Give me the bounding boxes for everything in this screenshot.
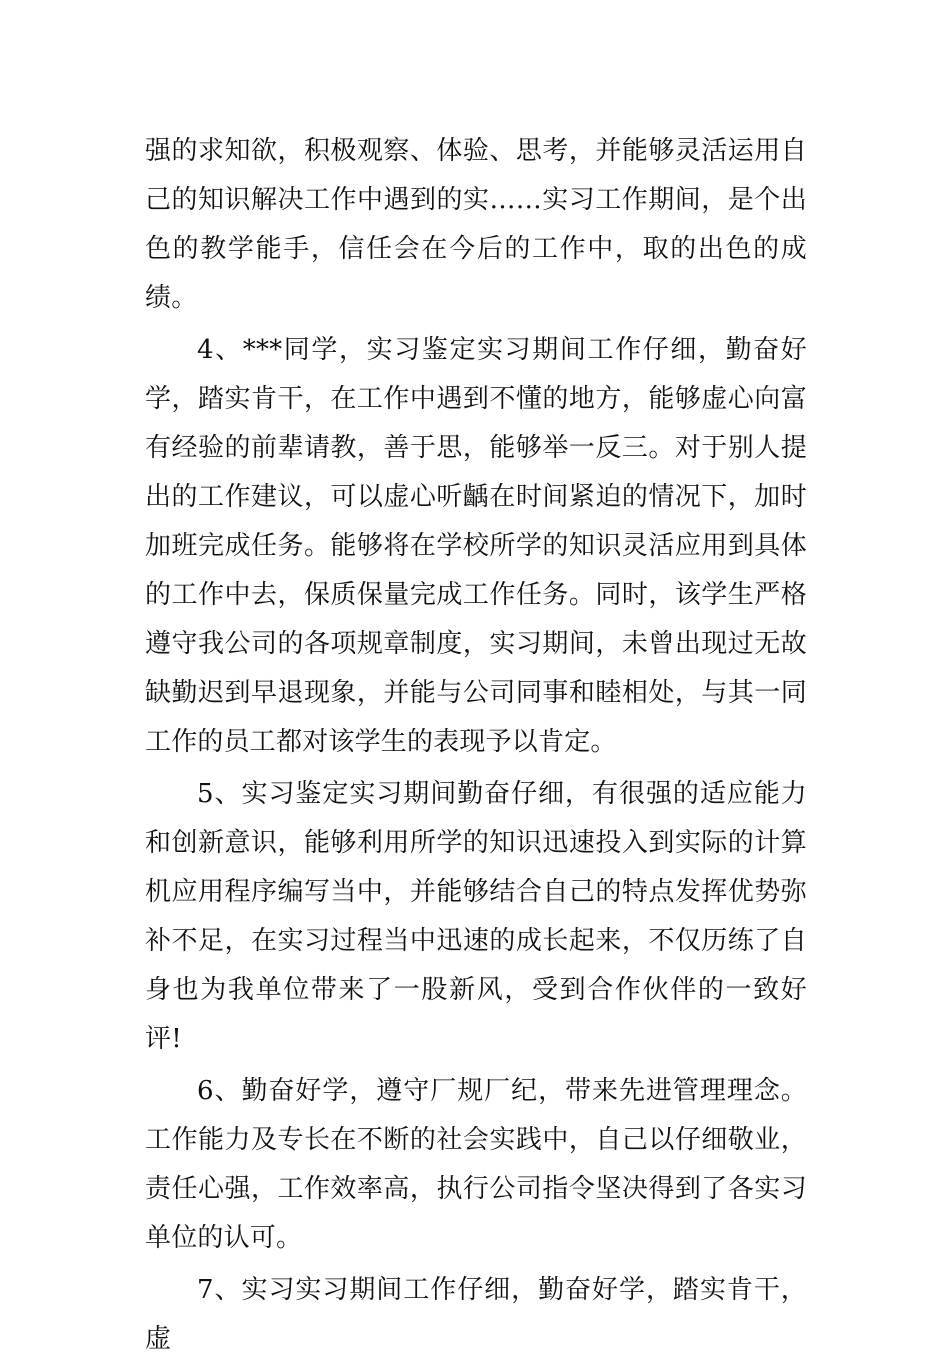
paragraph-continuation: 强的求知欲，积极观察、体验、思考，并能够灵活运用自己的知识解决工作中遇到的实……实习工作期间，是个出色的教学能手，信任会在今后的工作中，取的出色的成绩。 [145, 136, 807, 313]
paragraph-item-7: 7、实习实习期间工作仔细，勤奋好学，踏实肯干，虚 [145, 1275, 807, 1354]
paragraph-item-6: 6、勤奋好学，遵守厂规厂纪，带来先进管理理念。工作能力及专长在不断的社会实践中，自己以仔细敬业，责任心强，工作效率高，执行公司指令坚决得到了各实习单位的认可。 [145, 1076, 807, 1253]
paragraph-item-5: 5、实习鉴定实习期间勤奋仔细，有很强的适应能力和创新意识，能够利用所学的知识迅速投入到实际的计算机应用程序编写当中，并能够结合自己的特点发挥优势弥补不足，在实习过程当中迅速的成长起来，不仅历练了自身也为我单位带来了一股新风，受到合作伙伴的一致好评! [145, 779, 807, 1054]
document-body [145, 127, 807, 1367]
paragraph-item-4: 4、***同学，实习鉴定实习期间工作仔细，勤奋好学，踏实肯干，在工作中遇到不懂的地方，能够虚心向富有经验的前辈请教，善于思，能够举一反三。对于别人提出的工作建议，可以虚心听齲在时间紧迫的情况下，加时加班完成任务。能够将在学校所学的知识灵活应用到具体的工作中去，保质保量完成工作任务。同时，该学生严格遵守我公司的各项规章制度，实习期间，未曾出现过无故缺勤迟到早退现象，并能与公司同事和睦相处，与其一同工作的员工都对该学生的表现予以肯定。 [145, 335, 807, 757]
